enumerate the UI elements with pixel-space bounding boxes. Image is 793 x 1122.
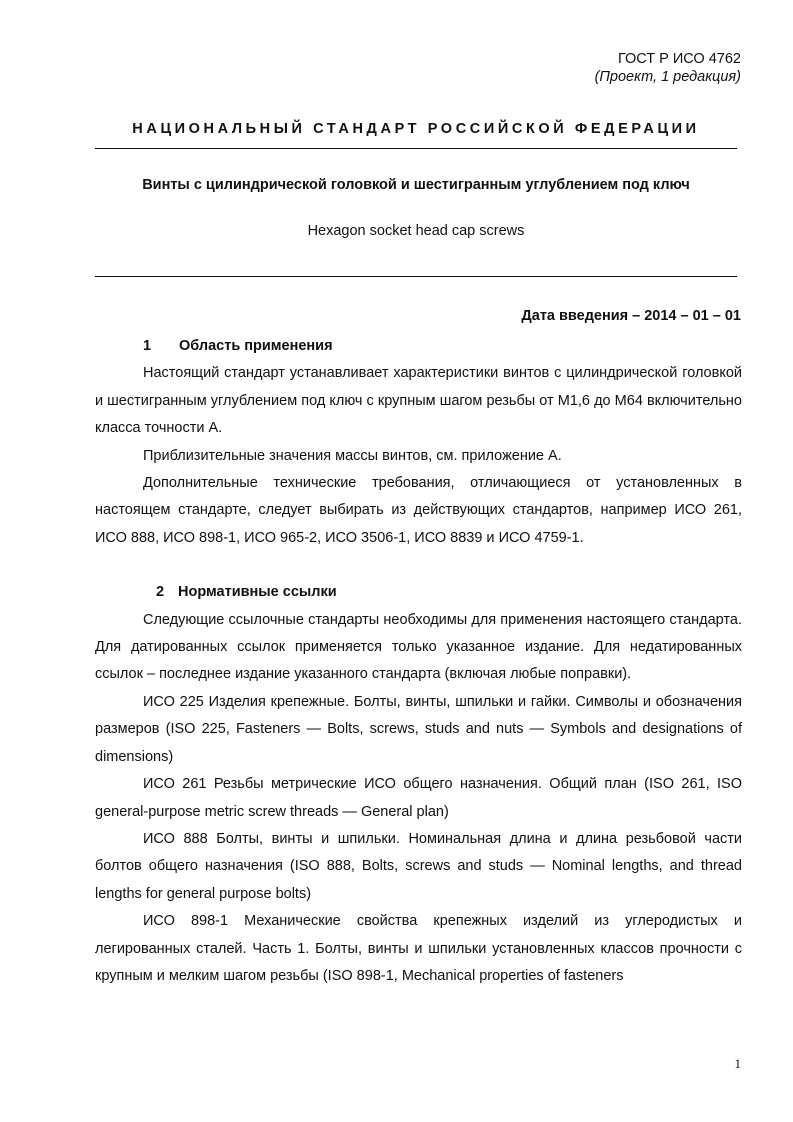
section-title: Нормативные ссылки bbox=[178, 584, 337, 601]
paragraph: Настоящий стандарт устанавливает характеристики винтов с цилиндрической головкой и шестигранным углублением под ключ с крупным шагом резьбы от М1,6 до М64 включительно класса точности А. bbox=[95, 365, 742, 437]
paragraph: Следующие ссылочные стандарты необходимы для применения настоящего стандарта. Для датированных ссылок применяется только указанное издание. Для недатированных ссылок – последнее издание указанного стандарта (включая любые поправки). bbox=[95, 611, 742, 683]
reference-item: ИСО 888 Болты, винты и шпильки. Номинальная длина и длина резьбовой части болтов общего назначения (ISO 888, Bolts, screws and studs — Nominal lengths, and thread lengths for general purpose bolts) bbox=[95, 830, 742, 902]
reference-item: ИСО 898-1 Механические свойства крепежных изделий из углеродистых и легированных сталей. Часть 1. Болты, винты и шпильки установленных классов прочности с крупным и мелким шагом резьбы (ISO 898-1, Mechanical properties of fasteners bbox=[95, 913, 742, 984]
paragraph: Приблизительные значения массы винтов, см. приложение А. bbox=[143, 447, 562, 464]
reference-item: ИСО 261 Резьбы метрические ИСО общего назначения. Общий план (ISO 261, ISO general-purpose metric screw threads — General plan) bbox=[95, 776, 742, 820]
section-title: Область применения bbox=[179, 338, 333, 354]
standard-code: ГОСТ Р ИСО 4762 bbox=[617, 51, 741, 67]
national-standard-title: НАЦИОНАЛЬНЫЙ СТАНДАРТ РОССИЙСКОЙ ФЕДЕРАЦИИ bbox=[132, 121, 700, 137]
spacer bbox=[95, 552, 742, 579]
section-number: 1 bbox=[143, 338, 152, 354]
page-number: 1 bbox=[734, 1056, 741, 1071]
reference-item: ИСО 225 Изделия крепежные. Болты, винты, шпильки и гайки. Символы и обозначения размеров (ISO 225, Fasteners — Bolts, screws, studs and nuts — Symbols and designations of dimensions) bbox=[95, 693, 742, 765]
document-header bbox=[595, 50, 741, 86]
document-body bbox=[95, 333, 742, 990]
draft-label: (Проект, 1 редакция) bbox=[594, 69, 741, 85]
top-divider bbox=[95, 148, 737, 149]
bottom-divider bbox=[95, 276, 737, 277]
document-title-en: Hexagon socket head cap screws bbox=[307, 223, 525, 239]
introduction-date: Дата введения – 2014 – 01 – 01 bbox=[521, 308, 741, 324]
section-heading-references bbox=[95, 579, 742, 606]
section-number: 2 bbox=[156, 584, 165, 601]
paragraph: Дополнительные технические требования, отличающиеся от установленных в настоящем стандарте, следует выбирать из действующих стандартов, например ИСО 261, ИСО 888, ИСО 898-1, ИСО 965-2, ИСО 3506-1, ИСО 8839 и ИСО 4759-1. bbox=[95, 475, 742, 546]
section-heading-scope bbox=[95, 333, 742, 360]
document-title-ru: Винты с цилиндрической головкой и шестигранным углублением под ключ bbox=[142, 177, 690, 193]
